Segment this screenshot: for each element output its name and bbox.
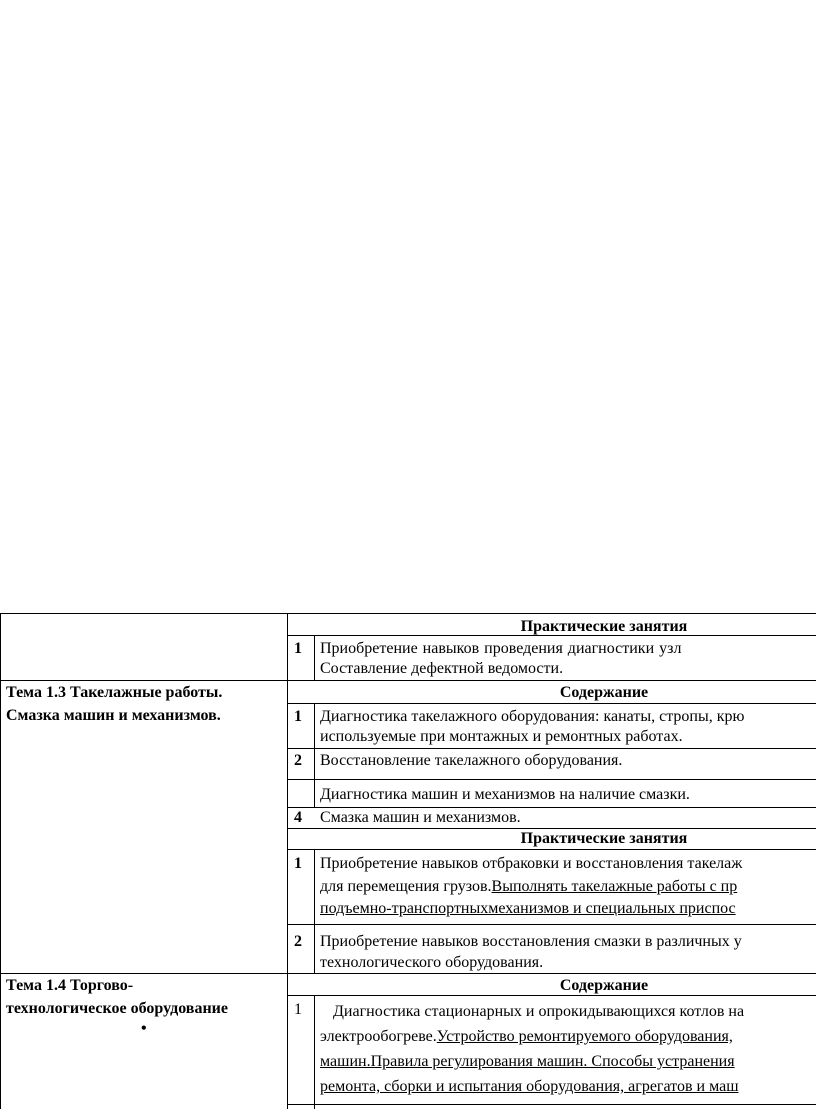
row-number: 1 <box>294 640 302 657</box>
row-text-underlined: Выполнять такелажные работы с пр <box>491 878 738 895</box>
practical-header: Практические занятия <box>520 830 688 847</box>
row-number: 2 <box>294 933 302 950</box>
row-text-underlined: подъемно-транспортныхмеханизмов и специальных приспос <box>320 900 736 917</box>
row-text-underlined: машин.Правила регулирования машин. Способы устранения <box>320 1053 735 1070</box>
row-text: технологического оборудования. <box>320 954 544 971</box>
row-text <box>320 877 737 897</box>
row-text: Восстановление такелажного оборудования. <box>320 752 623 769</box>
row-text: Приобретение навыков восстановления смазки в различных у <box>320 933 742 950</box>
practical-header: Практические занятия <box>520 618 688 635</box>
row-text: Диагностика машин и механизмов на наличие смазки. <box>320 786 690 803</box>
topic-title: Тема 1.3 Такелажные работы. <box>6 684 223 701</box>
topic-title: Смазка машин и механизмов. <box>6 707 221 724</box>
row-text: Приобретение навыков проведения диагностики узл <box>320 640 682 657</box>
row-text: Составление дефектной ведомости. <box>320 660 564 677</box>
bullet-icon: • <box>141 1020 147 1037</box>
content-header: Содержание <box>559 684 649 701</box>
row-number: 2 <box>294 752 302 769</box>
row-text: используемые при монтажных и ремонтных работах. <box>320 728 683 745</box>
row-text: Приобретение навыков отбраковки и восстановления такелаж <box>320 855 743 872</box>
row-text: Диагностика такелажного оборудования: канаты, стропы, крю <box>320 708 745 725</box>
row-text-underlined: Устройство ремонтируемого оборудования, <box>436 1028 733 1045</box>
row-number: 4 <box>294 809 302 826</box>
content-header: Содержание <box>559 977 649 994</box>
row-number: 1 <box>294 1001 302 1018</box>
row-number: 1 <box>294 855 302 872</box>
topic-title: технологическое оборудование <box>6 1000 228 1017</box>
topic-title: Тема 1.4 Торгово- <box>6 977 134 994</box>
row-text <box>320 1027 733 1047</box>
row-text-underlined: ремонта, сборки и испытания оборудования, агрегатов и маш <box>320 1078 739 1095</box>
row-text: Смазка машин и механизмов. <box>320 809 521 826</box>
row-text-plain: для перемещения грузов. <box>320 878 492 895</box>
row-number: 1 <box>294 708 302 725</box>
row-text: Диагностика стационарных и опрокидывающихся котлов на <box>333 1003 745 1020</box>
row-text-plain: электрообогреве. <box>320 1028 437 1045</box>
